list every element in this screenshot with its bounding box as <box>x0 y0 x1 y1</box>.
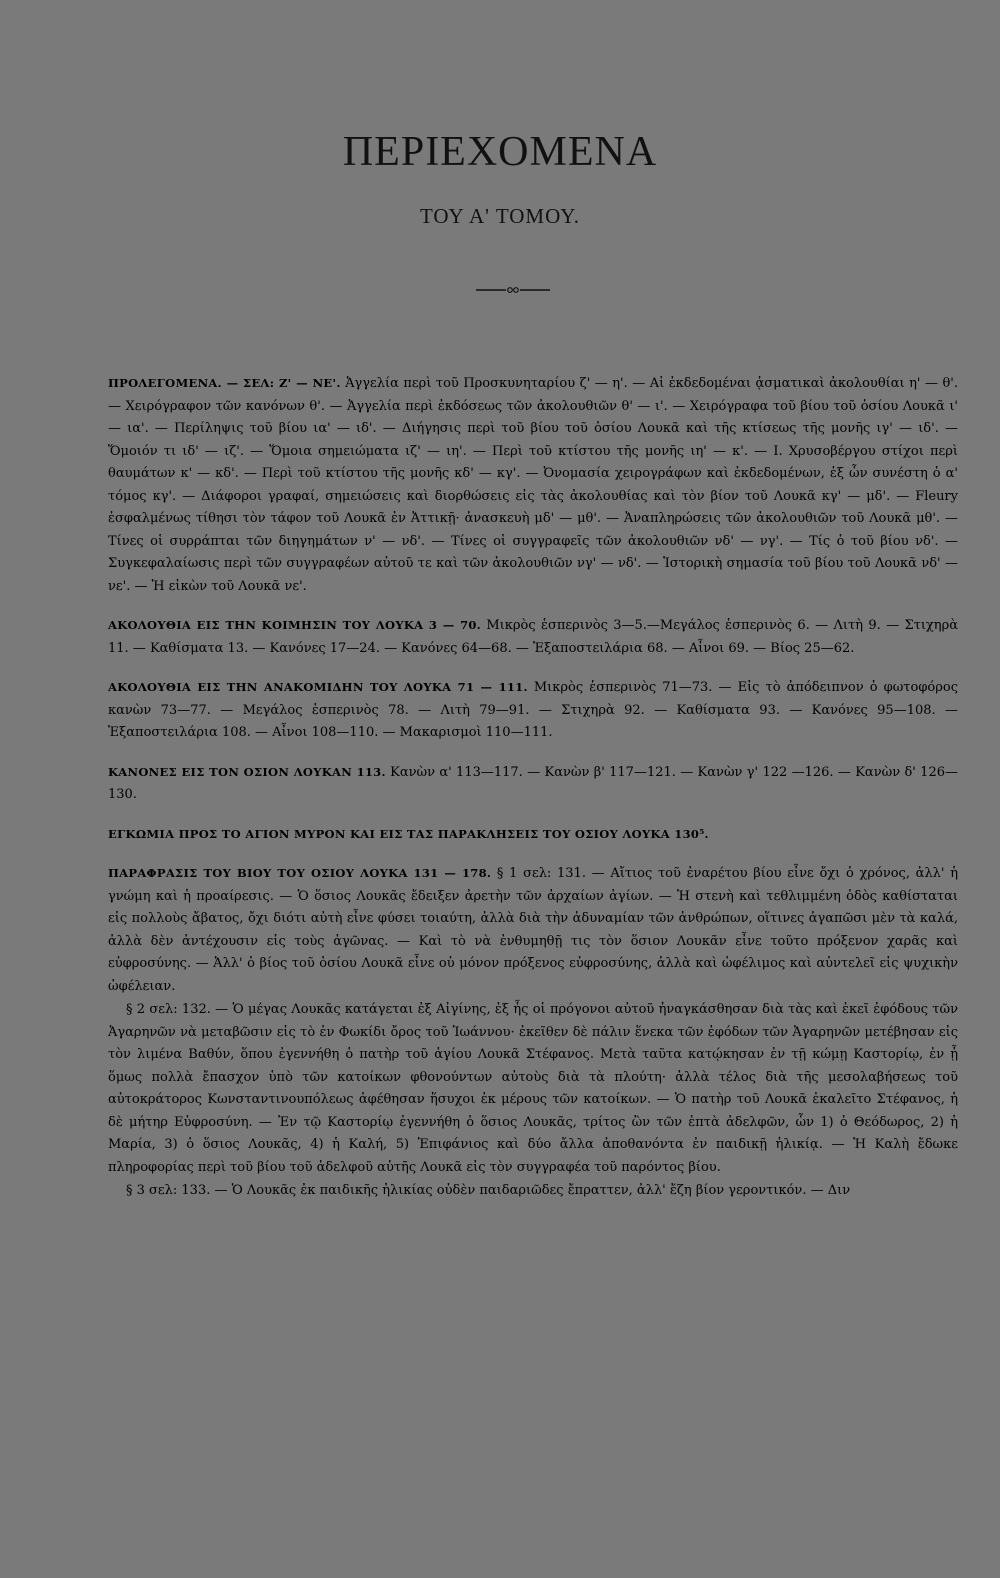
section-akolouthia-koimisis <box>108 614 958 660</box>
section-text: § 3 σελ: 133. — Ὁ Λουκᾶς ἐκ παιδικῆς ἡλικίας οὐδὲν παιδαριῶδες ἔπραττεν, ἀλλ' ἔζη βίον γεροντικόν. — Διν <box>126 1183 851 1198</box>
section-heading: ΑΚΟΛΟΥΘΙΑ ΕΙΣ ΤΗΝ ΑΝΑΚΟΜΙΔΗΝ ΤΟΥ ΛΟΥΚΑ 71 — 111. <box>108 680 528 694</box>
section-paragraph-3 <box>108 1179 958 1203</box>
section-text: Μικρὸς ἑσπερινὸς 3—5.—Μεγάλος ἑσπερινὸς 6. — Λιτὴ 9. — Στιχηρὰ 11. — Καθίσματα 13. — Κανόνες 17—24. — Κανόνες 64—68. — Ἐξαποστειλάρια 68. — Αἶνοι 69. — Βίος 25—62. <box>108 618 959 656</box>
section-prolegomena <box>108 372 958 598</box>
section-heading: ΠΑΡΑΦΡΑΣΙΣ ΤΟΥ ΒΙΟΥ ΤΟΥ ΟΣΙΟΥ ΛΟΥΚΑ 131 — 178. <box>108 866 492 880</box>
page-title: ΠΕΡΙΕΧΟΜΕΝΑ <box>342 129 658 175</box>
ornament-divider-icon <box>476 286 550 294</box>
section-paraphrasis <box>108 862 958 998</box>
section-text: Κανὼν α' 113—117. — Κανὼν β' 117—121. — Κανὼν γ' 122 —126. — Κανὼν δ' 126—130. <box>108 764 959 802</box>
contents-body <box>108 372 958 1203</box>
section-text: § 1 σελ: 131. — Αἴτιος τοῦ ἐναρέτου βίου εἶνε ὄχι ὁ χρόνος, ἀλλ' ἡ γνώμη καὶ ἡ προαίρεσις. — Ὁ ὅσιος Λουκᾶς ἔδειξεν ἀρετὴν τῶν ἀρχαίων ἁγίων. — Ἡ στενὴ καὶ τεθλιμμένη ὁδὸς καθίσταται εἰς πολλοὺς ἄβατος, ὄχι διότι αὐτὴ εἶνε φύσει τοιαύτη, ἀλλὰ διὰ τὴν ἀδυναμίαν τῶν ἀνθρώπων, οἵτινες ἀγαπῶσι μὲν τὰ καλά, ἀλλὰ δὲν ἀντέχουσιν εἰς τοὺς ἀγῶνας. — Καὶ τὸ νὰ ἐνθυμηθῇ τις τὸν ὅσιον Λουκᾶν εἶνε τοῦτο πρόξενον χαρᾶς καὶ εὐφροσύνης. — Ἀλλ' ὁ βίος τοῦ ὁσίου Λουκᾶ εἶνε οὐ μόνον πρόξενος εὐφροσύνης, ἀλλὰ καὶ ὠφέλιμος καὶ αὐντελεῖ εἰς ψυχικὴν ὠφέλειαν. <box>108 866 958 994</box>
section-heading: ΚΑΝΟΝΕΣ ΕΙΣ ΤΟΝ ΟΣΙΟΝ ΛΟΥΚΑΝ 113. <box>108 764 386 779</box>
section-text: Μικρὸς ἑσπερινὸς 71—73. — Εἰς τὸ ἀπόδειπνον ὁ φωτοφόρος κανὼν 73—77. — Μεγάλος ἑσπερινὸς 78. — Λιτὴ 79—91. — Στιχηρὰ 92. — Καθίσματα 93. — Κανόνες 95—108. — Ἐξαποστειλάρια 108. — Αἶνοι 108—110. — Μακαρισμοὶ 110—111. <box>108 680 958 740</box>
section-heading: ΠΡΟΛΕΓΟΜΕΝΑ. — ΣΕΛ: Ζ' — ΝΕ'. <box>108 376 341 390</box>
section-akolouthia-anakomidis <box>108 676 958 745</box>
section-text: Ἀγγελία περὶ τοῦ Προσκυνηταρίου ζ' — η'. — Αἱ ἐκδεδομέναι ᾀσματικαὶ ἀκολουθίαι η' — θ'. — Χειρόγραφον τῶν κανόνων θ'. — Ἀγγελία περὶ ἐκδόσεως τῶν ἀκολουθιῶν θ' — ι'. — Χειρόγραφα τοῦ βίου τοῦ ὁσίου Λουκᾶ ι' — ια'. — Περίληψις τοῦ βίου ια' — ιδ'. — Διήγησις περὶ τοῦ βίου τοῦ ὁσίου Λουκᾶ καὶ τῆς κτίσεως τῆς μονῆς ιγ' — ιδ'. — Ὅμοιόν τι ιδ' — ιζ'. — Ὅμοια σημειώματα ιζ' — ιη'. — Περὶ τοῦ κτίστου τῆς μονῆς ιη' — κ'. — Ι. Χρυσοβέργου στίχοι περὶ θαυμάτων κ' — κδ'. — Περὶ τοῦ κτίστου τῆς μονῆς κδ' — κγ'. — Ὀνομασία χειρογράφων καὶ ἐκδεδομένων, ἐξ ὧν συνέστη ὁ α' τόμος κγ'. — Διάφοροι γραφαί, σημειώσεις καὶ διορθώσεις εἰς τὰς ἀκολουθίας καὶ τὸν βίον τοῦ Λουκᾶ κγ' — μδ'. — Fleury ἐσφαλμένως τίθησι τὸν τάφον τοῦ Λουκᾶ ἐν Ἀττικῇ· ἀνασκευὴ μδ' — μθ'. — Ἀναπληρώσεις τῶν ἀκολουθιῶν τοῦ Λουκᾶ μθ'. — Τίνες οἱ συρράπται τῶν διηγημάτων ν' — νδ'. — Τίνες οἱ συγγραφεῖς τῶν ἀκολουθιῶν νδ' — νγ'. — Τίς ὁ τοῦ βίου νδ'. — Συγκεφαλαίωσις περὶ τῶν συγγραφέων αὐτοῦ τε καὶ τῶν ἀκολουθιῶν νγ' — νδ'. — Ἱστορικὴ σημασία τοῦ βίου τοῦ Λουκᾶ νδ' — νε'. — Ἡ εἰκὼν τοῦ Λουκᾶ νε'. <box>108 376 958 594</box>
page-subtitle: ΤΟΥ Α' ΤΟΜΟΥ. <box>419 204 581 228</box>
section-egkomia <box>108 823 958 847</box>
section-text: § 2 σελ: 132. — Ὁ μέγας Λουκᾶς κατάγεται ἐξ Αἰγίνης, ἐξ ἧς οἱ πρόγονοι αὐτοῦ ἠναγκάσθησαν διὰ τὰς καὶ ἐκεῖ ἐφόδους τῶν Ἀγαρηνῶν νὰ μεταβῶσιν εἰς τὸ ἐν Φωκίδι ὄρος τοῦ Ἰωάννου· ἐκεῖθεν δὲ πάλιν ἕνεκα τῶν ἐφόδων τῶν Ἀγαρηνῶν μετέβησαν εἰς τὸν λιμένα Βαθύν, ὅπου ἐγεννήθη ὁ πατὴρ τοῦ ἁγίου Λουκᾶ Στέφανος. Μετὰ ταῦτα κατῴκησαν ἐν τῇ κώμῃ Καστορίῳ, ἐν ᾗ ὅμως πολλὰ ἔπασχον ὑπὸ τῶν κατοίκων φθονούντων αὐτοὺς διὰ τὰ πλούτη· ἀλλὰ τέλος διὰ τῆς μεσολαβήσεως τοῦ αὐτοκράτορος Κωνσταντινουπόλεως ἀφέθησαν ἥσυχοι ἐκ μέρους τῶν κατοίκων. — Ὁ πατὴρ τοῦ Λουκᾶ ἐκαλεῖτο Στέφανος, ἡ δὲ μήτηρ Εὐφροσύνη. — Ἐν τῷ Καστορίῳ ἐγεννήθη ὁ ὅσιος Λουκᾶς, τρίτος ὢν τῶν ἑπτὰ ἀδελφῶν, ὧν 1) ὁ Θεόδωρος, 2) ἡ Μαρία, 3) ὁ ὅσιος Λουκᾶς, 4) ἡ Καλή, 5) Ἐπιφάνιος καὶ δύο ἄλλα ἀποθανόντα ἐν παιδικῇ ἡλικίᾳ. — Ἡ Καλὴ ἔδωκε πληροφορίας περὶ τοῦ βίου τοῦ ἀδελφοῦ αὐτῆς Λουκᾶ εἰς τὸν συγγραφέα τοῦ παρόντος βίου. <box>108 1002 958 1175</box>
section-kanones <box>108 761 958 807</box>
section-heading: ΑΚΟΛΟΥΘΙΑ ΕΙΣ ΤΗΝ ΚΟΙΜΗΣΙΝ ΤΟΥ ΛΟΥΚΑ 3 — 70. <box>108 618 481 632</box>
section-heading: ΕΓΚΩΜΙΑ ΠΡΟΣ ΤΟ ΑΓΙΟΝ ΜΥΡΟΝ ΚΑΙ ΕΙΣ ΤΑΣ ΠΑΡΑΚΛΗΣΕΙΣ ΤΟΥ ΟΣΙΟΥ ΛΟΥΚΑ 130⁵. <box>108 826 709 841</box>
section-paragraph-2 <box>108 998 958 1179</box>
